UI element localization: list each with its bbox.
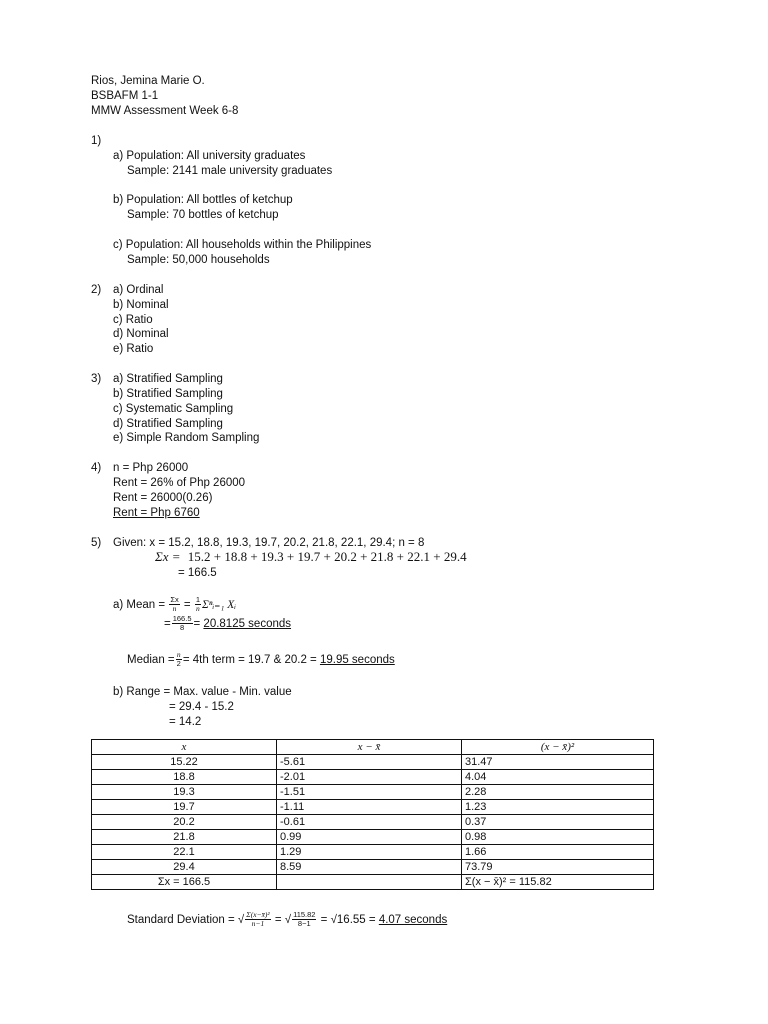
- median-label: Median =: [127, 654, 175, 666]
- q2-answer: b) Nominal: [113, 299, 169, 311]
- fraction-numerator: Σx: [170, 595, 179, 605]
- table-footer-row: [92, 875, 654, 890]
- cell-x: 15.22: [92, 755, 277, 770]
- cell-x: 19.7: [92, 800, 277, 815]
- range-formula: b) Range = Max. value - Min. value: [113, 686, 292, 698]
- cell-squared: 73.79: [462, 860, 654, 875]
- q2-answer: d) Nominal: [113, 328, 169, 340]
- cell-squared: 31.47: [462, 755, 654, 770]
- sum-rhs: 15.2 + 18.8 + 19.3 + 19.7 + 20.2 + 21.8 + 22.1 + 29.4: [187, 549, 467, 564]
- q3-answer: b) Stratified Sampling: [113, 388, 223, 400]
- median-answer: 19.95 seconds: [319, 654, 395, 666]
- cell-deviation: -1.51: [277, 785, 462, 800]
- q1a-sample: Sample: 2141 male university graduates: [127, 165, 333, 177]
- median-fraction: [176, 651, 182, 668]
- fraction-denominator: 8−1: [297, 919, 311, 929]
- q4-answer: Rent = Php 6760: [113, 507, 200, 519]
- mean-calc-fraction: [172, 615, 193, 632]
- q5-given: Given: x = 15.2, 18.8, 19.3, 19.7, 20.2, 21.8, 22.1, 29.4; n = 8: [113, 537, 425, 549]
- table-row: [92, 830, 654, 845]
- sd-label: Standard Deviation =: [127, 914, 235, 926]
- fraction-numerator: Σ(x−x̄)²: [246, 910, 270, 920]
- q4-line: Rent = 26% of Php 26000: [113, 477, 246, 489]
- mean-fraction: [169, 596, 179, 613]
- table-row: [92, 755, 654, 770]
- fraction-denominator: 8: [180, 623, 185, 633]
- cell-squared: 2.28: [462, 785, 654, 800]
- q3-answer: e) Simple Random Sampling: [113, 432, 260, 444]
- fraction-numerator: 166.5: [172, 614, 192, 624]
- table-row: [92, 860, 654, 875]
- range-substitution: = 29.4 - 15.2: [169, 701, 234, 713]
- sum-squared-cell: Σ(x − x̄)² = 115.82: [462, 875, 654, 890]
- course-section: BSBAFM 1-1: [91, 90, 159, 102]
- sd-sqrt: √16.55 =: [330, 914, 376, 926]
- cell-squared: 1.23: [462, 800, 654, 815]
- cell-x: 29.4: [92, 860, 277, 875]
- fraction-denominator: 2: [176, 659, 181, 669]
- q1c-population: c) Population: All households within the Philippines: [113, 239, 372, 251]
- mean-fraction-2: [195, 596, 201, 613]
- q5-number: 5): [91, 537, 102, 549]
- mean-answer: 20.8125 seconds: [203, 618, 292, 630]
- table-row: [92, 815, 654, 830]
- mean-calculation: = $\frac{166.5}{8}$ = 20.8125 seconds: [164, 614, 292, 633]
- sum-equation: [155, 550, 467, 564]
- fraction-numerator: 1: [195, 595, 200, 605]
- sd-answer: 4.07 seconds: [378, 914, 448, 926]
- cell-deviation: 1.29: [277, 845, 462, 860]
- summation-expression: Σⁿᵢ₌₁ Xᵢ: [202, 599, 237, 611]
- table-row: [92, 770, 654, 785]
- mean-label: a) Mean =: [113, 599, 166, 611]
- q4-line: Rent = 26000(0.26): [113, 492, 213, 504]
- cell-squared: 4.04: [462, 770, 654, 785]
- standard-deviation-formula: Standard Deviation = √ $\frac{\text{Σ(x−x̄)²}}{n-1}$ = √ $\frac{115.82}{8-1}$ = √16.55 = 4.07 seconds: [127, 910, 448, 929]
- q1b-sample: Sample: 70 bottles of ketchup: [127, 209, 279, 221]
- fraction-denominator: n: [172, 604, 177, 614]
- sum-x-cell: Σx = 166.5: [92, 875, 277, 890]
- q2-number: 2): [91, 284, 102, 296]
- cell-deviation: 8.59: [277, 860, 462, 875]
- q1a-population: a) Population: All university graduates: [113, 150, 306, 162]
- q4-number: 4): [91, 462, 102, 474]
- student-name: Rios, Jemina Marie O.: [91, 75, 205, 87]
- fraction-denominator: n: [196, 604, 200, 614]
- q1c-sample: Sample: 50,000 households: [127, 254, 270, 266]
- cell-deviation: -2.01: [277, 770, 462, 785]
- column-header-x: x: [92, 740, 277, 755]
- table-header-row: [92, 740, 654, 755]
- cell-x: 22.1: [92, 845, 277, 860]
- q1b-population: b) Population: All bottles of ketchup: [113, 194, 293, 206]
- q3-answer: d) Stratified Sampling: [113, 418, 223, 430]
- q2-answer: c) Ratio: [113, 314, 153, 326]
- median-formula: [127, 651, 395, 669]
- cell-deviation: -0.61: [277, 815, 462, 830]
- range-result: = 14.2: [169, 716, 202, 728]
- cell-squared: 1.66: [462, 845, 654, 860]
- sum-result: = 166.5: [178, 567, 217, 579]
- q3-answer: c) Systematic Sampling: [113, 403, 234, 415]
- document-title: MMW Assessment Week 6-8: [91, 105, 239, 117]
- median-text: = 4th term = 19.7 & 20.2 =: [182, 654, 317, 666]
- cell-squared: 0.37: [462, 815, 654, 830]
- fraction-denominator: n−1: [251, 919, 265, 929]
- column-header-deviation: x − x̄: [277, 740, 462, 755]
- table-row: [92, 785, 654, 800]
- q4-line: n = Php 26000: [113, 462, 189, 474]
- q3-answer: a) Stratified Sampling: [113, 373, 223, 385]
- q2-answer: a) Ordinal: [113, 284, 164, 296]
- cell-deviation: -5.61: [277, 755, 462, 770]
- q1-number: 1): [91, 135, 102, 147]
- table-row: [92, 800, 654, 815]
- fraction-numerator: n: [176, 650, 181, 660]
- fraction-numerator: 115.82: [293, 910, 316, 920]
- sd-fraction-2: [292, 911, 316, 928]
- cell-squared: 0.98: [462, 830, 654, 845]
- cell-x: 21.8: [92, 830, 277, 845]
- q3-number: 3): [91, 373, 102, 385]
- cell-deviation: 0.99: [277, 830, 462, 845]
- mean-formula: [113, 596, 236, 614]
- empty-cell: [277, 875, 462, 890]
- q2-answer: e) Ratio: [113, 343, 154, 355]
- equals-sign: =: [183, 599, 191, 611]
- cell-x: 20.2: [92, 815, 277, 830]
- cell-x: 19.3: [92, 785, 277, 800]
- sd-fraction: [245, 911, 270, 928]
- deviation-table: [91, 739, 654, 890]
- cell-x: 18.8: [92, 770, 277, 785]
- cell-deviation: -1.11: [277, 800, 462, 815]
- column-header-squared-deviation: (x − x̄)²: [462, 740, 654, 755]
- sum-lhs: Σx =: [155, 549, 181, 564]
- table-row: [92, 845, 654, 860]
